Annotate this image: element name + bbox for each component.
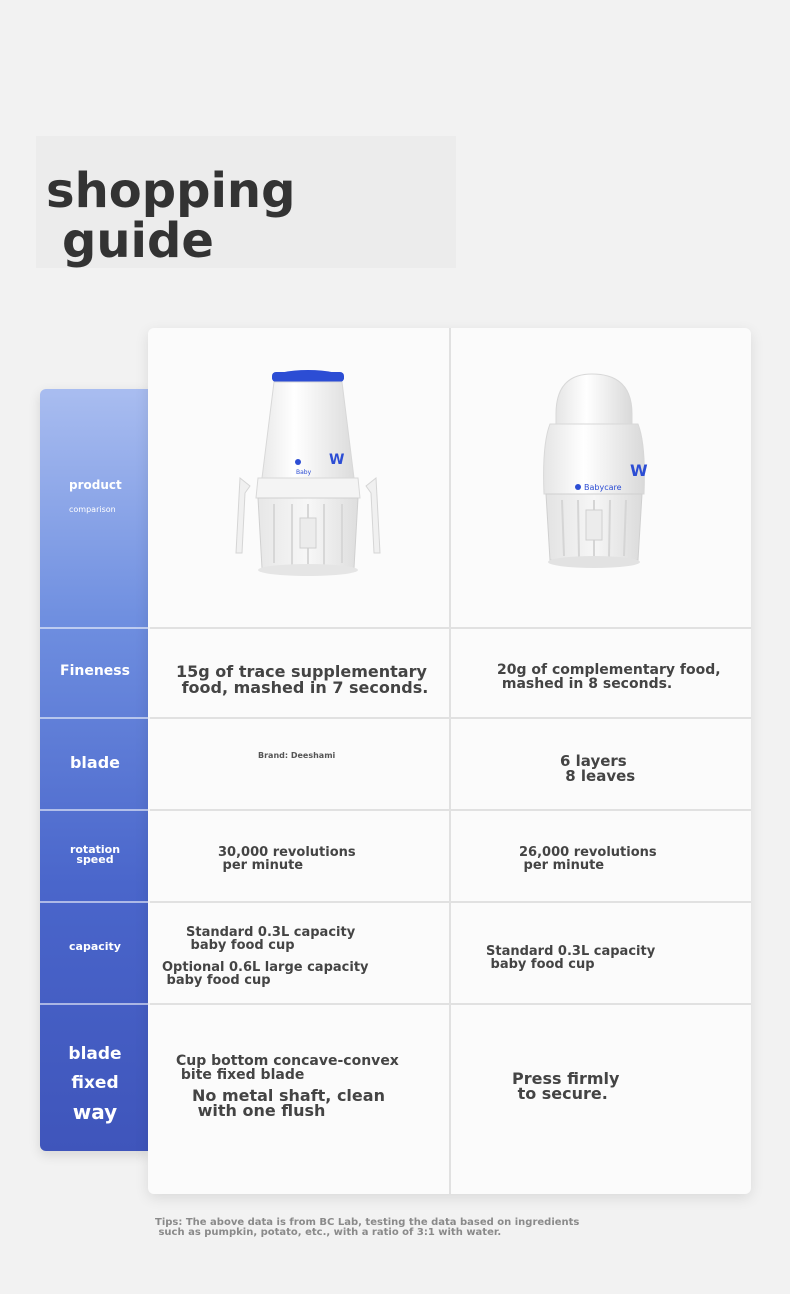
label-way: way <box>72 1100 118 1124</box>
label-blade-2: blade <box>68 1044 122 1064</box>
svg-text:W: W <box>329 452 345 468</box>
tips-note: Tips: The above data is from BC Lab, testing the data based on ingredients such as pumpkin, potato, etc., with a ratio of 3:1 with water. <box>155 1217 580 1238</box>
row-divider <box>148 1003 751 1005</box>
fineness-left: 15g of trace supplementary food, mashed in 7 seconds. <box>176 662 429 697</box>
column-divider <box>449 328 451 1194</box>
label-rotation: rotation <box>69 843 121 856</box>
page-title-line1: shopping <box>46 163 296 219</box>
label-capacity: capacity <box>69 940 121 953</box>
rotation-speed-right: 26,000 revolutions per minute <box>519 845 657 873</box>
label-comparison: comparison <box>69 505 116 514</box>
svg-text:W: W <box>630 461 648 480</box>
label-divider <box>40 901 150 903</box>
label-divider <box>40 717 150 719</box>
label-rotation-speed <box>40 845 150 865</box>
capacity-left-standard: Standard 0.3L capacity baby food cup <box>186 925 356 953</box>
blade-fixed-left-b: No metal shaft, clean with one flush <box>192 1086 385 1120</box>
blade-left: Brand: Deeshami <box>258 751 336 760</box>
label-blade: blade <box>69 753 121 772</box>
product-image-left <box>208 358 408 608</box>
row-divider <box>148 627 751 629</box>
row-divider <box>148 809 751 811</box>
label-fixed: fixed <box>71 1073 119 1093</box>
blade-right: 6 layers 8 leaves <box>560 752 636 785</box>
capacity-right: Standard 0.3L capacity baby food cup <box>486 944 656 972</box>
comparison-table <box>148 328 751 1194</box>
label-divider <box>40 627 150 629</box>
label-speed: speed <box>76 853 114 866</box>
capacity-left-optional: Optional 0.6L large capacity baby food cup <box>162 960 369 988</box>
blade-fixed-left-a: Cup bottom concave-convex bite fixed blade <box>176 1053 399 1083</box>
product-brand-label: Babycare <box>584 483 622 492</box>
page-title-line2: guide <box>62 213 214 269</box>
label-fineness: Fineness <box>60 663 130 679</box>
label-product: product <box>69 478 122 492</box>
rotation-speed-left: 30,000 revolutions per minute <box>218 845 356 873</box>
label-blade-fixed-way <box>40 1040 150 1127</box>
fineness-right: 20g of complementary food, mashed in 8 seconds. <box>497 662 721 692</box>
row-divider <box>148 901 751 903</box>
label-divider <box>40 809 150 811</box>
product-image-right <box>520 364 680 614</box>
page-title <box>46 163 296 269</box>
svg-text:Baby: Baby <box>296 469 312 476</box>
blade-fixed-right: Press firmly to secure. <box>512 1069 620 1103</box>
label-divider <box>40 1003 150 1005</box>
row-divider <box>148 717 751 719</box>
